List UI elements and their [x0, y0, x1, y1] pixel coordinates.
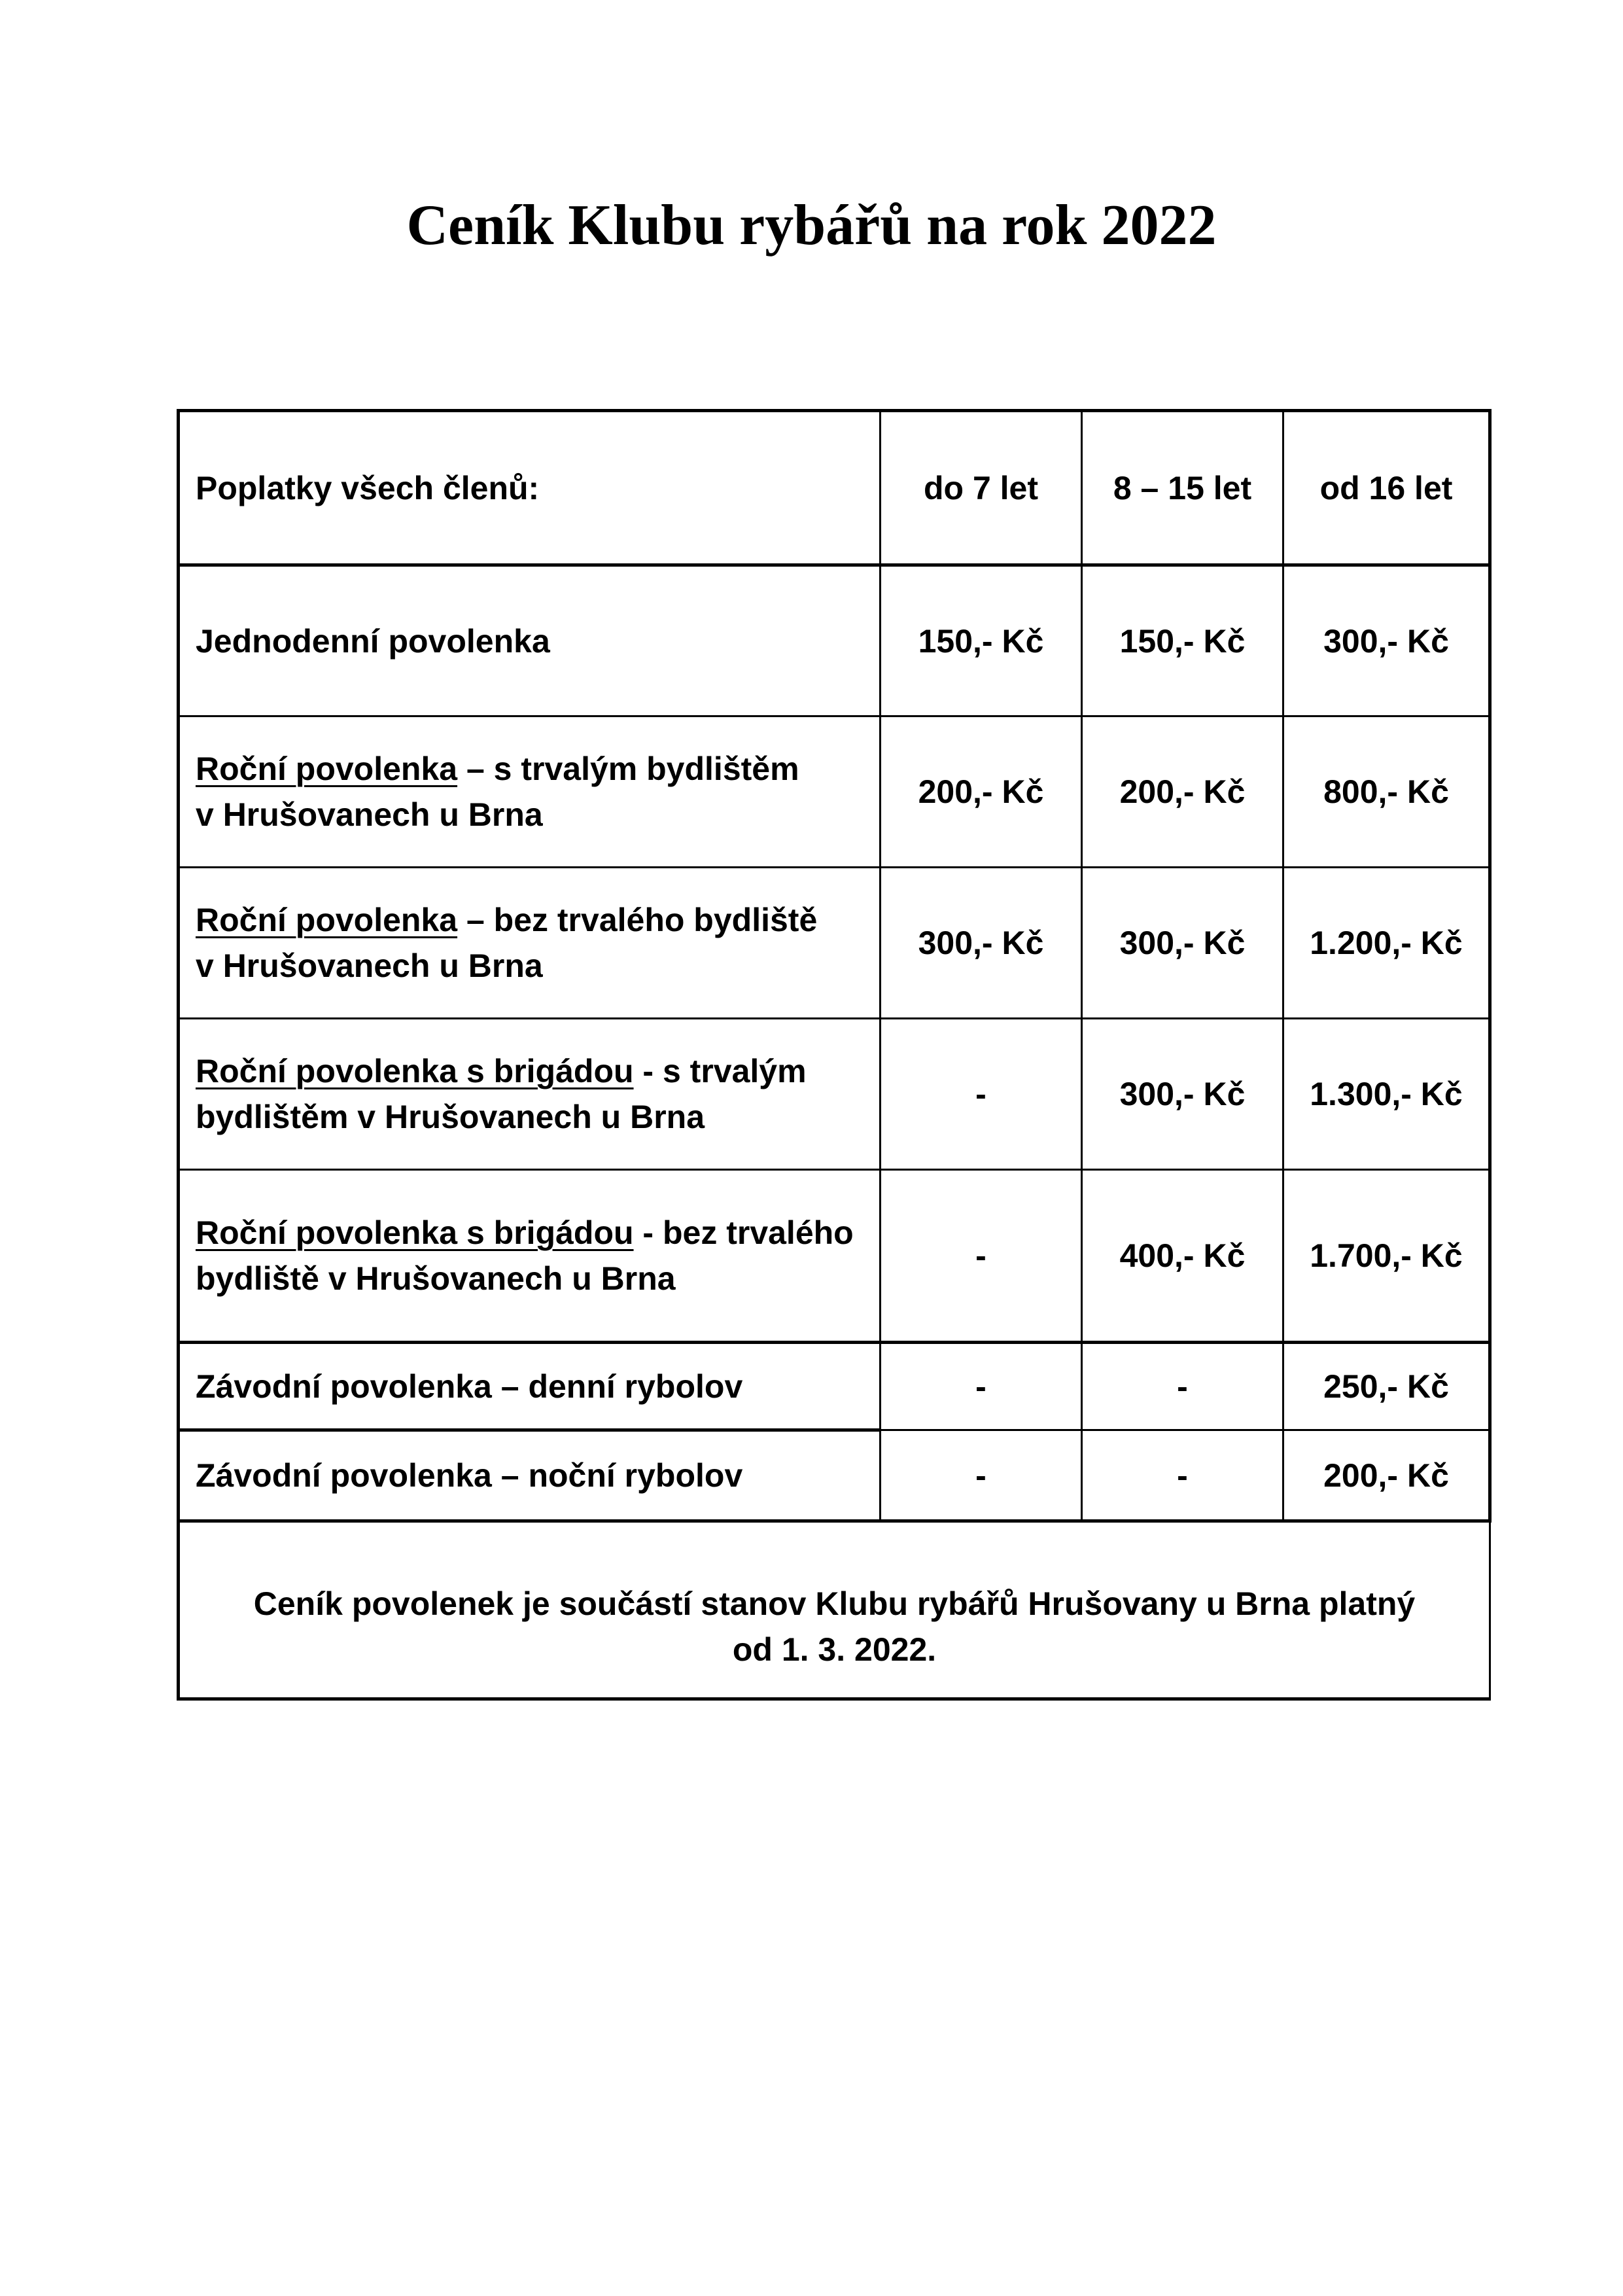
row-label-text: Jednodenní povolenka [196, 622, 550, 660]
table-row [179, 1019, 1490, 1170]
row-label-underlined: Roční povolenka [196, 751, 458, 787]
price-8-15: - [1082, 1430, 1283, 1521]
price-under-7: - [881, 1019, 1082, 1170]
row-label-line2: v Hrušovanech u Brna [196, 947, 543, 984]
row-label-text: – s trvalým bydlištěm [457, 751, 799, 787]
row-label-underlined: Roční povolenka s brigádou [196, 1053, 634, 1089]
row-label [179, 1343, 881, 1430]
price-16-plus: 1.700,- Kč [1283, 1170, 1490, 1343]
footnote [179, 1521, 1490, 1699]
table-row [179, 565, 1490, 716]
table-row [179, 1343, 1490, 1430]
header-label: Poplatky všech členů: [179, 411, 881, 565]
row-label [179, 1170, 881, 1343]
price-16-plus: 1.200,- Kč [1283, 868, 1490, 1019]
row-label-line2: bydlištěm v Hrušovanech u Brna [196, 1099, 705, 1135]
price-8-15: 200,- Kč [1082, 716, 1283, 868]
table-header-row [179, 411, 1490, 565]
row-label-underlined: Roční povolenka [196, 902, 458, 938]
row-label-text: – bez trvalého bydliště [457, 902, 818, 938]
price-under-7: - [881, 1343, 1082, 1430]
price-under-7: - [881, 1430, 1082, 1521]
price-16-plus: 200,- Kč [1283, 1430, 1490, 1521]
header-col-under-7: do 7 let [881, 411, 1082, 565]
row-label [179, 716, 881, 868]
table-row [179, 1430, 1490, 1521]
price-16-plus: 250,- Kč [1283, 1343, 1490, 1430]
row-label-text: - s trvalým [633, 1053, 807, 1089]
row-label [179, 1430, 881, 1521]
table-row [179, 716, 1490, 868]
table-row [179, 1170, 1490, 1343]
page-title: Ceník Klubu rybářů na rok 2022 [406, 194, 1217, 257]
row-label [179, 1019, 881, 1170]
price-under-7: 300,- Kč [881, 868, 1082, 1019]
footnote-row [179, 1521, 1490, 1699]
price-8-15: 300,- Kč [1082, 1019, 1283, 1170]
price-16-plus: 800,- Kč [1283, 716, 1490, 868]
row-label [179, 868, 881, 1019]
price-8-15: 400,- Kč [1082, 1170, 1283, 1343]
price-16-plus: 300,- Kč [1283, 565, 1490, 716]
price-table [177, 409, 1492, 1701]
price-8-15: - [1082, 1343, 1283, 1430]
row-label-text: - bez trvalého [633, 1214, 854, 1251]
footnote-line2: od 1. 3. 2022. [732, 1631, 937, 1668]
price-8-15: 150,- Kč [1082, 565, 1283, 716]
price-under-7: 150,- Kč [881, 565, 1082, 716]
price-16-plus: 1.300,- Kč [1283, 1019, 1490, 1170]
header-col-8-15: 8 – 15 let [1082, 411, 1283, 565]
footnote-line1: Ceník povolenek je součástí stanov Klubu rybářů Hrušovany u Brna platný [253, 1585, 1416, 1622]
header-col-16-plus: od 16 let [1283, 411, 1490, 565]
row-label-text: Závodní povolenka – noční rybolov [196, 1457, 743, 1494]
row-label-text: Závodní povolenka – denní rybolov [196, 1368, 743, 1405]
price-under-7: 200,- Kč [881, 716, 1082, 868]
price-8-15: 300,- Kč [1082, 868, 1283, 1019]
row-label-underlined: Roční povolenka s brigádou [196, 1214, 634, 1251]
table-row [179, 868, 1490, 1019]
row-label [179, 565, 881, 716]
row-label-line2: bydliště v Hrušovanech u Brna [196, 1260, 676, 1297]
row-label-line2: v Hrušovanech u Brna [196, 796, 543, 833]
price-under-7: - [881, 1170, 1082, 1343]
